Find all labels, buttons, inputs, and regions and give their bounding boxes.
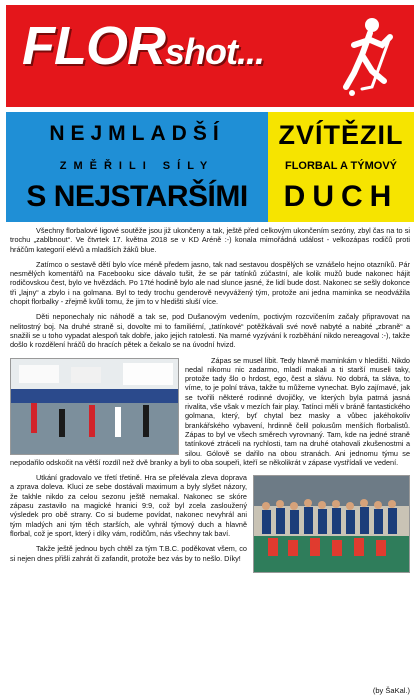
floorball-player-icon bbox=[332, 15, 400, 99]
logo-sub: shot... bbox=[164, 31, 264, 72]
banner-right-line1: ZVÍTĚZIL bbox=[278, 120, 404, 150]
match-photo-gym bbox=[10, 358, 179, 455]
article-paragraph-1: Všechny florbalové ligové soutěže jsou již ukončeny a tak, ještě před celkovým ukončením sezóny, zbyl čas na to si trochu „zablbnout“. Ve čtvrtek 17. května 2018 se v KD Aréně :-) konala mimořádná událost - velkozápas rodičů proti hráčům kategorií elévů a mladších žáků blue. bbox=[10, 226, 410, 254]
article-body bbox=[10, 226, 410, 575]
logo-main: FLOR bbox=[22, 16, 165, 76]
banner-right-line3: DUCH bbox=[283, 180, 399, 213]
banner-left-line1: NEJMLADŠÍ bbox=[49, 122, 225, 145]
banner-youngest bbox=[6, 112, 268, 222]
team-group-photo bbox=[253, 475, 410, 573]
banner-winner bbox=[268, 112, 414, 222]
header-banner bbox=[6, 5, 414, 107]
banner-left-line3: S NEJSTARŠÍMI bbox=[26, 180, 248, 213]
article-paragraph-6: Takže ještě jednou bych chtěl za tým T.B.C. poděkovat všem, co si nejen dnes přišli zahrát či zafandit, protože bez vás by to nešlo. Díky! bbox=[10, 544, 247, 563]
banner-right-line2: FLORBAL A TÝMOVÝ bbox=[284, 160, 398, 172]
article-paragraph-4: Zápas se musel líbit. Tedy hlavně maminkám v hledišti. Nikdo nedal nikomu nic zadarmo, mladí makali a ti starší museli taky, protože tady šlo o hrdost, ego, čest a slávu. No dobrá, ta sláva, to víme, to je polní tráva, takže tu můžeme vynechat. Bylo zajímavé, jak se tvořili některé rodinné dvojičky, ve kterých byla patrná jasná rivalita, vše však v mezích fair play. Tatínci měli v bráně fantastického golmana, který, byť chytal bez masky a vůbec jakéhokoliv brankářského vybavení, hrdinně čelil pokusům menších florbalistů. Zápas to byl ve všech směrech vyrovnaný. Tam, kde na jedné straně tatínkové ztráceli na rychlosti, tam na druhé otahovali zkušenostmi a silou. Gólově se dařilo na obou stranách. Ani jednomu týmu se nepodařilo odskočit na větší rozdíl než dvě branky a byli to oba soupeři, kteří se několikrát v zápase vystřídali ve vedení. bbox=[10, 355, 410, 467]
author-signature: (by ŠaKal.) bbox=[372, 686, 410, 695]
florshot-logo bbox=[22, 16, 264, 76]
article-paragraph-3: Děti neponechaly nic náhodě a tak se, pod Dušanovým vedením, poctivým rozcvičením začaly připravovat na nelitostný boj. Na druhé straně si, dovolte mi to familiérní, „tatínkové“ potěžkávali své nově nabyté a nabité „zbraně“ a snažili se u toho vypadat alespoň tak dobře, jako jejich ratolesti. Na marné vyzývání k rozběhání nikdo nereagoval :-), takže došlo k rozdělení hráčů do hracích pětek a čekalo se na úvodní hvizd. bbox=[10, 312, 410, 350]
article-paragraph-2: Zatímco o sestavě dětí bylo více méně předem jasno, tak nad sestavou dospělých se vznášelo hejno otazníků. Pár nesmělých komentářů na Facebooku sice dávalo tušit, že se pár tatínků zúčastní, ale kolik mužů bude nakonec hájit rodičovskou čest, bylo ve hvězdách. Po 17té hodině bylo ale nad slunce jasné, že lidí bude dost. Nakonec se sešly dokonce tři „lajny“ a zbylo i na golmana. Byl to tedy trochu genderově nevyvážený tým, protože ani jedna maminka se neodvážila chopit florbalky - zřejmě kvůli tomu, že jim to v hledišti sluší více. bbox=[10, 259, 410, 307]
banner-left-line2: ZMĚŘILI SÍLY bbox=[59, 160, 215, 172]
article-paragraph-5: Utkání gradovalo ve třetí třetině. Hra se přelévala zleva doprava a zprava doleva. Kluci ze sebe dostávali maximum a byly slyšet názory, že takhle nikdo za celou sezonu ještě nemakal. Nakonec se skóre zápasu zastavilo na magické hranici 9:9, což byl zcela zasloužený výsledek pro obě strany. Co si budeme povídat, nakonec nevyhrál ani tým mladých ani tým těch starších, ale vyhrál týmový duch a hlavně florbal, což je sport, který i díky vám, rodičům, nás všechny tak baví. bbox=[10, 473, 247, 538]
